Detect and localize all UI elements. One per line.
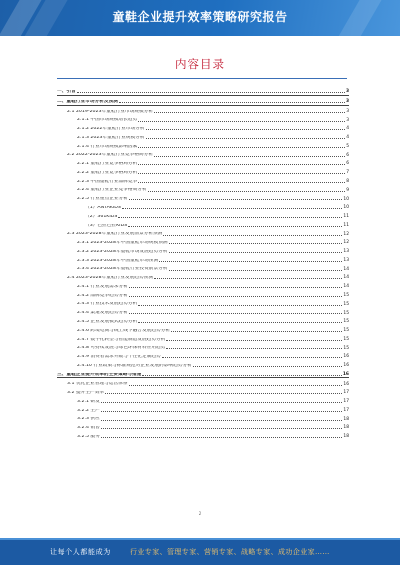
toc-entry[interactable] — [57, 106, 349, 115]
toc-entry-page: 15 — [343, 310, 349, 316]
page-number: 2 — [198, 511, 202, 516]
toc-entry-text: 2.4.9 消费者需求升级与个性化定制趋势 — [77, 355, 161, 360]
toc-entry-page: 17 — [343, 390, 349, 396]
toc-entry[interactable] — [57, 281, 349, 290]
toc-leader-dots — [166, 348, 342, 349]
toc-top-rule — [57, 78, 347, 79]
toc-entry-page: 15 — [343, 336, 349, 342]
toc-entry-text: 2.4.2 品牌竞争趋势分析 — [77, 293, 128, 298]
toc-entry-text: 2.4.10 行业政策与标准规范对企业发展的影响趋势分析 — [77, 363, 192, 368]
toc-entry-text: 二、童鞋行业市场分析及预测 — [57, 99, 118, 104]
toc-entry[interactable] — [57, 219, 349, 228]
toc-leader-dots — [129, 287, 342, 288]
toc-entry[interactable] — [57, 96, 349, 106]
toc-entry-text: 2.3.3 2023-2028年中国童鞋市场预测 — [77, 258, 159, 263]
toc-entry-page: 10 — [343, 196, 349, 202]
toc-leader-dots — [138, 164, 345, 165]
toc-entry-page: 17 — [343, 407, 349, 413]
toc-entry-page: 3 — [346, 108, 349, 114]
toc-entry-page: 6 — [346, 152, 349, 158]
toc-entry-text: （3）巴拉巴拉KIDS — [85, 223, 128, 228]
toc-entry[interactable] — [57, 132, 349, 141]
toc-entry[interactable] — [57, 246, 349, 255]
toc-leader-dots — [154, 112, 345, 113]
toc-entry[interactable] — [57, 325, 349, 334]
toc-entry-text: （2）361KIDS — [85, 214, 118, 219]
toc-entry-page: 4 — [346, 135, 349, 141]
toc-leader-dots — [101, 420, 343, 421]
toc-entry-page: 17 — [343, 399, 349, 405]
toc-leader-dots — [142, 375, 341, 376]
toc-leader-dots — [146, 138, 346, 139]
toc-entry-text: 2.4.4 渠道发展趋势分析 — [77, 311, 128, 316]
toc-entry-page: 15 — [343, 345, 349, 351]
footer-banner — [0, 538, 400, 565]
toc-entry-page: 9 — [346, 187, 349, 193]
footer-slogan: 让每个人都能成为 — [50, 548, 111, 556]
toc-leader-dots — [148, 191, 346, 192]
toc-entry[interactable] — [57, 237, 349, 246]
toc-entry-text: 2.2.5 行业重点企业分析 — [77, 197, 128, 202]
toc-entry[interactable] — [57, 158, 349, 167]
footer-roles: 行业专家、管理专家、营销专家、战略专家、成功企业家…… — [130, 548, 330, 556]
toc-entry[interactable] — [57, 123, 349, 132]
toc-entry-page: 14 — [343, 266, 349, 272]
toc-entry-text: 2.2 2022-2023年童鞋行业竞争格局分析 — [67, 153, 154, 158]
toc-entry[interactable] — [57, 422, 349, 431]
toc-entry[interactable] — [57, 431, 349, 440]
toc-entry[interactable] — [57, 369, 349, 379]
toc-entry-page: 3 — [345, 99, 349, 105]
toc-leader-dots — [146, 129, 346, 130]
toc-entry-page: 18 — [343, 416, 349, 422]
toc-entry-text: 2.3 2023-2028年童鞋行业发展前景分析预测 — [67, 232, 163, 237]
toc-entry-text: 2.2.4 童鞋行业企业竞争格局分析 — [77, 188, 147, 193]
toc-entry-text: 2.1 2019-2023年童鞋行业市场规模分析 — [67, 109, 154, 114]
toc-entry[interactable] — [57, 413, 349, 422]
toc-entry[interactable] — [57, 307, 349, 316]
toc-entry-text: 2.4.8 可持续发展与绿色环保材料应用趋势 — [77, 346, 166, 351]
toc-entry[interactable] — [57, 378, 349, 387]
toc-entry[interactable] — [57, 86, 349, 96]
toc-leader-dots — [154, 278, 342, 279]
toc-entry-text: 2.2.2 童鞋行业竞争格局分析 — [77, 170, 138, 175]
toc-entry-text: 2.4.7 数字化转型与智能制造发展趋势分析 — [77, 337, 166, 342]
toc-entry[interactable] — [57, 387, 349, 396]
toc-leader-dots — [122, 208, 343, 209]
toc-entry-page: 15 — [343, 301, 349, 307]
toc-entry-text: 2.2.3 中国童鞋行业品牌竞争 — [77, 179, 138, 184]
toc-entry-page: 13 — [343, 257, 349, 263]
toc-entry-page: 15 — [343, 328, 349, 334]
toc-entry-page: 11 — [343, 222, 349, 228]
toc-entry-page: 6 — [346, 161, 349, 167]
toc-entry[interactable] — [57, 298, 349, 307]
toc-entry[interactable] — [57, 167, 349, 176]
toc-entry-text: 三、童鞋企业提升效率的主要策略与措施 — [57, 372, 142, 377]
table-of-contents — [57, 86, 349, 440]
toc-leader-dots — [101, 402, 343, 403]
toc-entry-text: （1）ANTAKIDS — [85, 206, 121, 211]
toc-leader-dots — [138, 121, 345, 122]
toc-entry-text: 3.1 优化企业管理与运营体系 — [67, 382, 128, 387]
toc-entry-text: 2.1.1 中国市场规模增长趋势 — [77, 118, 138, 123]
toc-leader-dots — [129, 385, 343, 386]
toc-entry-text: 3.2.5 服务 — [77, 434, 100, 439]
toc-entry-page: 15 — [343, 292, 349, 298]
toc-leader-dots — [119, 102, 345, 103]
toc-entry-text: 2.2.1 童鞋行业竞争格局分析 — [77, 162, 138, 167]
toc-entry-page: 12 — [343, 240, 349, 246]
toc-entry[interactable] — [57, 360, 349, 369]
toc-entry-page: 10 — [343, 205, 349, 211]
toc-entry-text: 3.2.2 生产 — [77, 408, 100, 413]
toc-entry[interactable] — [57, 263, 349, 272]
toc-entry[interactable] — [57, 202, 349, 211]
toc-entry-page: 16 — [343, 354, 349, 360]
toc-entry-page: 4 — [346, 126, 349, 132]
toc-entry-page: 16 — [343, 381, 349, 387]
toc-entry[interactable] — [57, 193, 349, 202]
toc-entry-page: 7 — [346, 170, 349, 176]
toc-entry[interactable] — [57, 396, 349, 405]
toc-entry-text: 2.1.3 2023年童鞋行业规模分析 — [77, 135, 145, 140]
toc-entry-page: 3 — [346, 117, 349, 123]
toc-entry-text: 2.4.6 跨境电商与线上线下融合发展趋势分析 — [77, 328, 171, 333]
toc-leader-dots — [128, 226, 342, 227]
toc-leader-dots — [171, 331, 342, 332]
toc-leader-dots — [193, 366, 343, 367]
toc-leader-dots — [101, 411, 343, 412]
toc-leader-dots — [138, 305, 342, 306]
report-header — [0, 0, 400, 36]
toc-entry-page: 11 — [343, 214, 349, 220]
toc-entry-page: 13 — [343, 249, 349, 255]
toc-leader-dots — [169, 270, 343, 271]
toc-entry-page: 8 — [346, 179, 349, 185]
toc-entry-text: 2.4 2023-2028年童鞋行业发展趋势预测 — [67, 276, 154, 281]
toc-leader-dots — [101, 428, 343, 429]
report-title: 童鞋企业提升效率策略研究报告 — [112, 10, 288, 24]
toc-leader-dots — [77, 92, 345, 93]
toc-entry-text: 2.4.1 行业发展需求分析 — [77, 284, 128, 289]
toc-entry[interactable] — [57, 211, 349, 220]
toc-entry-text: 2.3.1 2023-2028年中国童鞋市场规模预测 — [77, 241, 168, 246]
toc-entry-page: 18 — [343, 425, 349, 431]
toc-entry-page: 15 — [343, 319, 349, 325]
toc-entry-page: 16 — [343, 363, 349, 369]
toc-entry[interactable] — [57, 405, 349, 414]
toc-entry[interactable] — [57, 255, 349, 264]
toc-entry-text: 3.2 提升生产效率 — [67, 391, 105, 396]
toc-entry[interactable] — [57, 316, 349, 325]
toc-entry[interactable] — [57, 290, 349, 299]
toc-entry[interactable] — [57, 149, 349, 158]
toc-entry-page: 3 — [345, 89, 349, 95]
toc-entry-text: 2.1.2 2022年童鞋行业市场分析 — [77, 127, 145, 132]
toc-entry-text: 一、引言 — [57, 90, 76, 95]
toc-entry-text: 2.1.4 行业市场规模影响因素 — [77, 144, 138, 149]
toc-entry-page: 14 — [343, 275, 349, 281]
toc-leader-dots — [162, 357, 343, 358]
toc-leader-dots — [138, 147, 345, 148]
toc-entry[interactable] — [57, 114, 349, 123]
toc-entry-page: 14 — [343, 284, 349, 290]
toc-leader-dots — [138, 173, 345, 174]
toc-entry-page: 16 — [342, 371, 349, 377]
toc-leader-dots — [138, 182, 345, 183]
toc-leader-dots — [129, 296, 342, 297]
toc-leader-dots — [159, 261, 342, 262]
toc-entry[interactable] — [57, 342, 349, 351]
toc-leader-dots — [163, 235, 342, 236]
toc-entry[interactable] — [57, 184, 349, 193]
toc-entry-text: 3.2.4 销售 — [77, 426, 100, 431]
toc-entry-text: 2.4.3 行业技术发展趋势分析 — [77, 302, 138, 307]
toc-entry-text: 2.3.2 2023-2028年童鞋市场发展趋势分析 — [77, 249, 168, 254]
toc-leader-dots — [166, 340, 342, 341]
toc-entry-page: 18 — [343, 434, 349, 440]
toc-entry[interactable] — [57, 228, 349, 237]
footer-accent-bar — [0, 538, 400, 540]
toc-leader-dots — [138, 322, 342, 323]
toc-entry-text: 2.4.5 企业发展模式趋势分析 — [77, 319, 138, 324]
toc-entry[interactable] — [57, 141, 349, 150]
toc-entry-text: 3.2.1 研发 — [77, 399, 100, 404]
toc-leader-dots — [169, 243, 343, 244]
toc-entry[interactable] — [57, 176, 349, 185]
toc-leader-dots — [101, 437, 343, 438]
toc-entry[interactable] — [57, 351, 349, 360]
toc-leader-dots — [169, 252, 343, 253]
toc-leader-dots — [129, 313, 342, 314]
toc-entry-text: 3.2.3 供应 — [77, 417, 100, 422]
toc-entry-page: 5 — [346, 143, 349, 149]
toc-leader-dots — [129, 199, 342, 200]
toc-leader-dots — [118, 217, 342, 218]
toc-leader-dots — [154, 156, 345, 157]
toc-entry-page: 12 — [343, 231, 349, 237]
toc-entry[interactable] — [57, 333, 349, 342]
toc-leader-dots — [105, 393, 342, 394]
toc-heading: 内容目录 — [175, 57, 225, 71]
toc-entry-text: 2.3.4 2023-2028年童鞋行业投资前景分析 — [77, 267, 168, 272]
toc-entry[interactable] — [57, 272, 349, 281]
